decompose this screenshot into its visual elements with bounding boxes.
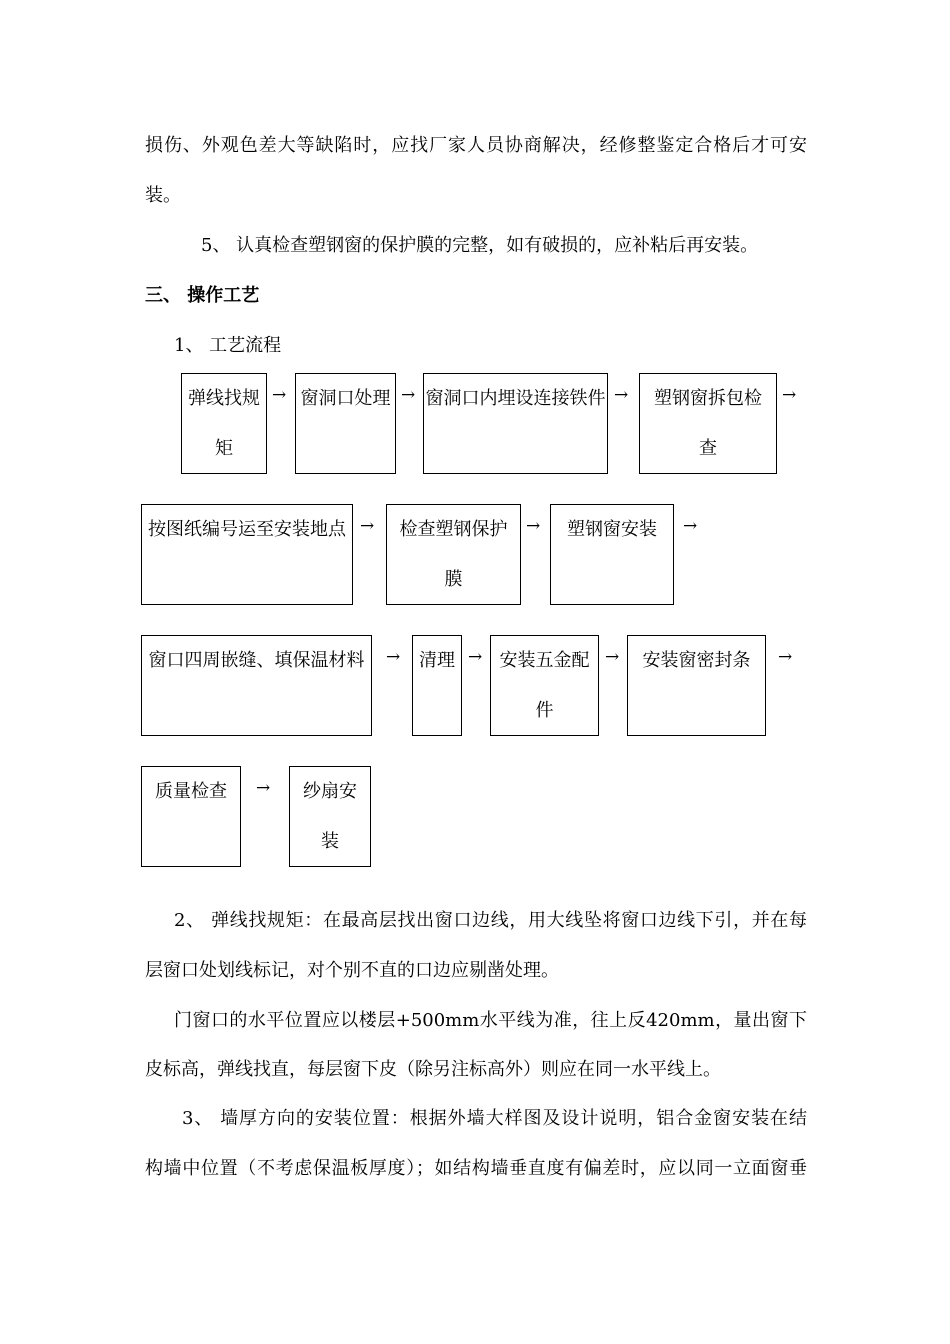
- paragraph-line: 构墙中位置（不考虑保温板厚度）；如结构墙垂直度有偏差时，应以同一立面窗垂: [145, 1158, 807, 1179]
- flow-step-box: [141, 635, 372, 736]
- paragraph-line: 损伤、外观色差大等缺陷时，应找厂家人员协商解决，经修整鉴定合格后才可安: [145, 135, 807, 156]
- flow-step-label: 按图纸编号运至安装地点: [148, 519, 346, 540]
- flow-step-label: 质量检查: [155, 781, 227, 802]
- flow-arrow: →: [360, 516, 375, 536]
- flow-step-label: 检查塑钢保护膜: [399, 519, 508, 590]
- flow-arrow: →: [782, 385, 797, 405]
- flow-arrow: →: [605, 647, 620, 667]
- paragraph-line: 皮标高，弹线找直，每层窗下皮（除另注标高外）则应在同一水平线上。: [145, 1059, 721, 1080]
- flow-step-label: 窗洞口处理: [300, 388, 391, 409]
- list-item-3: 3、 墙厚方向的安装位置：根据外墙大样图及设计说明，铝合金窗安装在结: [182, 1108, 807, 1129]
- paragraph-line: 层窗口处划线标记，对个别不直的口边应剔凿处理。: [145, 960, 559, 981]
- paragraph-line: 门窗口的水平位置应以楼层+500mm水平线为准，往上反420mm，量出窗下: [174, 1010, 807, 1031]
- flow-arrow: →: [386, 647, 401, 667]
- flow-step-label: 纱扇安装: [303, 781, 357, 852]
- flow-step-label: 塑钢窗安装: [567, 519, 657, 540]
- flow-step-label: 安装五金配件: [499, 650, 590, 721]
- list-item-2: 2、 弹线找规矩：在最高层找出窗口边线，用大线坠将窗口边线下引，并在每: [174, 910, 807, 931]
- flow-step-box: [141, 504, 353, 605]
- flow-step-box: [141, 766, 241, 867]
- flow-arrow: →: [778, 647, 793, 667]
- flow-step-label: 窗洞口内埋设连接铁件: [425, 388, 606, 409]
- flow-arrow: →: [683, 516, 698, 536]
- flow-step-box: [181, 373, 267, 474]
- flow-arrow: →: [272, 385, 287, 405]
- flow-step-label: 塑钢窗拆包检查: [654, 388, 762, 459]
- flow-step-box: [423, 373, 608, 474]
- flow-step-box: [639, 373, 777, 474]
- flow-step-label: 安装窗密封条: [642, 650, 751, 671]
- subheading: 1、 工艺流程: [174, 335, 282, 356]
- list-item-5: 5、 认真检查塑钢窗的保护膜的完整，如有破损的，应补粘后再安装。: [201, 235, 759, 256]
- flow-arrow: →: [614, 385, 629, 405]
- flow-step-box: [550, 504, 674, 605]
- flow-step-box: [490, 635, 599, 736]
- paragraph-line: 装。: [145, 185, 181, 206]
- flow-arrow: →: [526, 516, 541, 536]
- flow-step-label: 弹线找规矩: [188, 388, 260, 459]
- flow-step-box: [627, 635, 766, 736]
- flow-step-box: [386, 504, 521, 605]
- section-heading: 三、 操作工艺: [145, 285, 260, 306]
- flow-arrow: →: [401, 385, 416, 405]
- flow-step-label: 窗口四周嵌缝、填保温材料: [148, 650, 365, 671]
- flow-step-box: [295, 373, 396, 474]
- flow-step-box: [289, 766, 371, 867]
- flow-step-label: 清理: [419, 650, 455, 671]
- flow-arrow: →: [256, 778, 271, 798]
- flow-step-box: [412, 635, 462, 736]
- flow-arrow: →: [468, 647, 483, 667]
